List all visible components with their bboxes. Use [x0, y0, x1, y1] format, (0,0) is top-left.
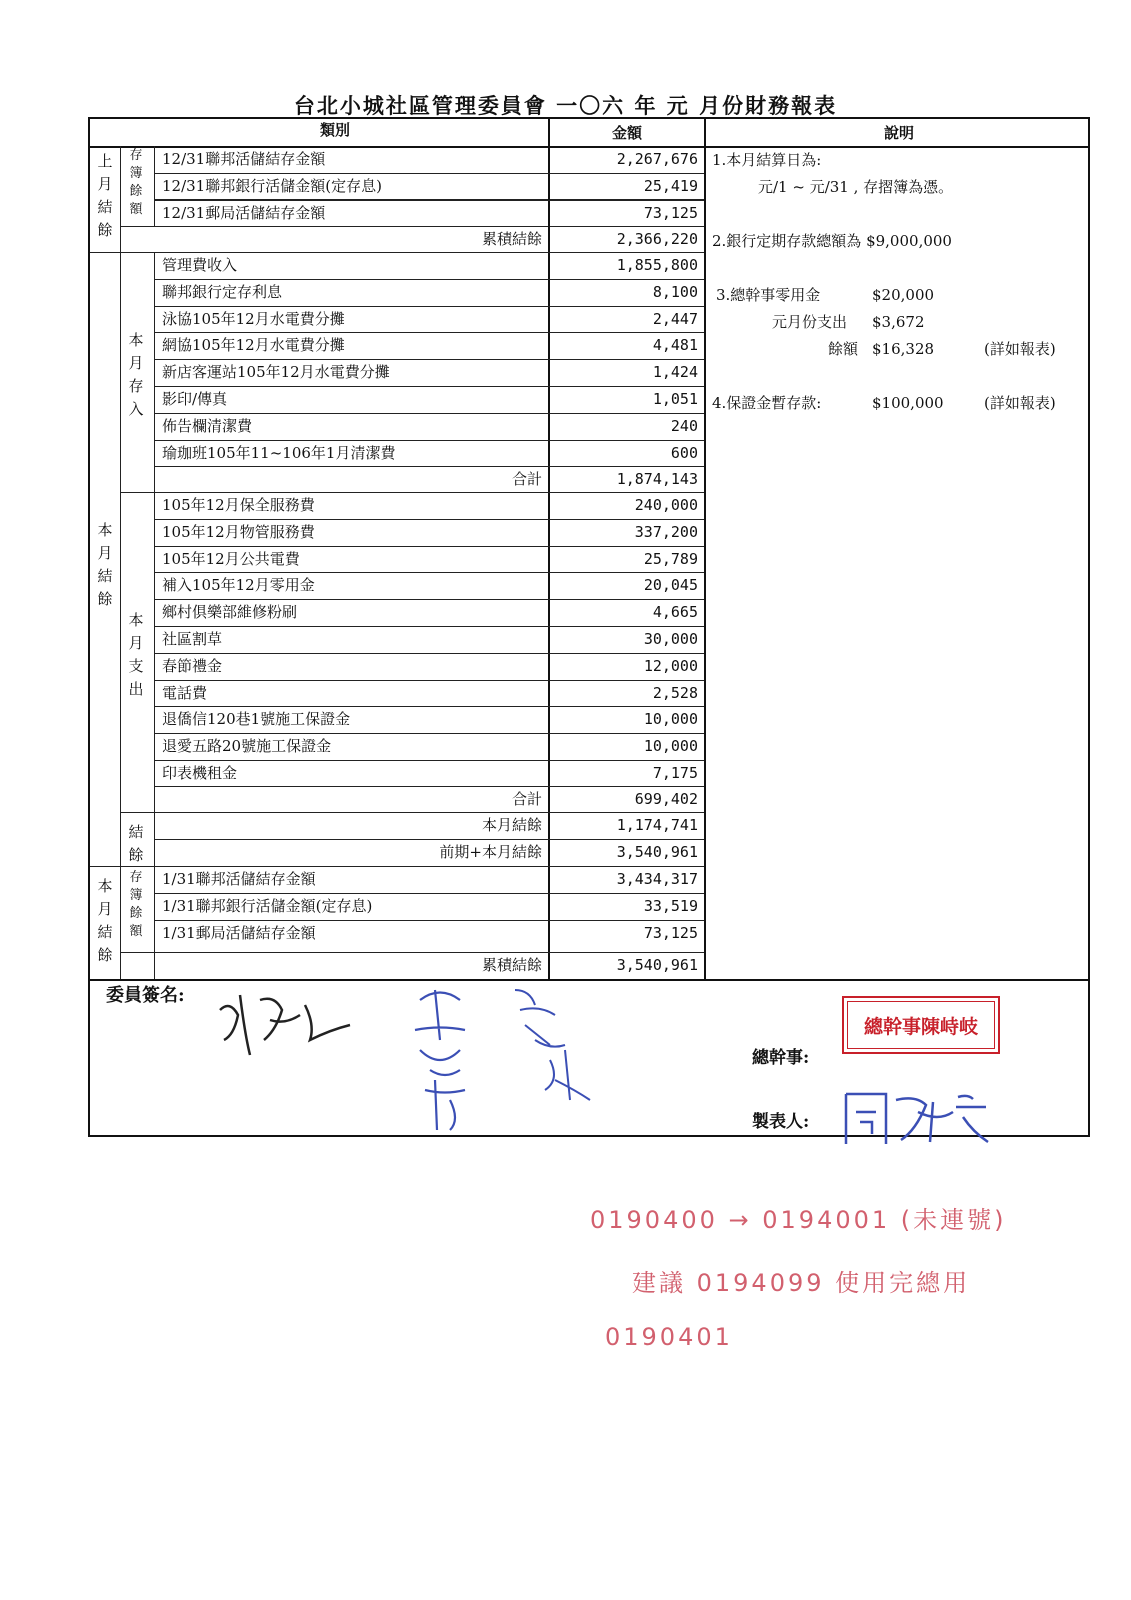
expense_rows-row-amount: 10,000 — [643, 737, 698, 756]
income_rows-row-amount: 1,424 — [652, 363, 698, 382]
income_rows-row-amount: 1,051 — [652, 390, 698, 408]
expense_rows-row-label: 105年12月物管服務費 — [162, 522, 315, 541]
note-3-value: $20,000 — [872, 286, 935, 304]
note-3c-value: $16,328 — [872, 340, 935, 358]
income_rows-row-amount: 240 — [670, 416, 698, 435]
income_rows-row-label: 管理費收入 — [162, 256, 238, 274]
income_rows-row-amount: 8,100 — [652, 282, 698, 301]
header-notes: 說明 — [883, 124, 914, 142]
expense_rows-row-label: 退僑信120巷1號施工保證金 — [162, 710, 351, 729]
side-bankbook: 存簿餘額 — [129, 148, 143, 217]
committee-signature-1 — [210, 980, 370, 1070]
side-expense: 本月支出 — [128, 611, 144, 698]
maker-signature — [838, 1082, 1008, 1152]
end_rows-row-amount: 3,434,317 — [616, 870, 698, 888]
result-row-amount: 3,540,961 — [616, 842, 698, 861]
income_rows-row-label: 影印/傳真 — [162, 390, 228, 408]
expense_rows-row-amount: 25,789 — [643, 549, 698, 568]
note-4-value: $100,000 — [872, 394, 944, 412]
prev_rows-row-amount: 25,419 — [643, 176, 698, 195]
side-end-balance: 本月結餘 — [97, 877, 113, 964]
prev_total-label: 累積結餘 — [481, 230, 542, 248]
header-category: 類別 — [319, 121, 350, 139]
handwritten-note-1: 0190400 → 0194001 (未連號) — [590, 1206, 1007, 1234]
expense_rows-row-label: 鄉村俱樂部維修粉刷 — [162, 603, 298, 622]
expense_rows-row-label: 補入105年12月零用金 — [162, 576, 315, 595]
note-4: 4.保證金暫存款: — [712, 394, 822, 412]
expense_rows-row-amount: 337,200 — [634, 522, 698, 541]
end_total-label: 累積結餘 — [481, 956, 542, 974]
side-income: 本月存入 — [128, 331, 144, 418]
income_rows-row-label: 佈告欄清潔費 — [162, 416, 253, 435]
expense_total-amount: 699,402 — [634, 790, 698, 808]
note-3c: 餘額 — [828, 340, 859, 358]
expense_rows-row-amount: 240,000 — [634, 496, 698, 514]
income_rows-row-amount: 600 — [670, 443, 698, 462]
handwritten-note-2: 建議 0194099 使用完總用 — [632, 1269, 971, 1297]
committee-signature-2 — [405, 980, 485, 1140]
end_rows-row-label: 1/31郵局活儲結存金額 — [162, 923, 316, 942]
end_total-amount: 3,540,961 — [616, 956, 698, 974]
end_rows-row-amount: 33,519 — [643, 896, 698, 915]
gm-seal-stamp: 總幹事陳峙岐 — [842, 996, 1000, 1054]
income_rows-row-label: 聯邦銀行定存利息 — [162, 282, 283, 301]
income_rows-row-label: 泳協105年12月水電費分攤 — [162, 309, 345, 328]
note-3d: (詳如報表) — [984, 340, 1056, 358]
result-row-amount: 1,174,741 — [616, 816, 698, 834]
gm-label: 總幹事: — [752, 1048, 810, 1068]
expense_rows-row-label: 社區割草 — [162, 630, 223, 648]
side-prev-balance: 上月結餘 — [97, 152, 113, 239]
result-row-label: 前期+本月結餘 — [439, 842, 542, 861]
expense_rows-row-label: 105年12月保全服務費 — [162, 496, 315, 514]
expense_rows-row-amount: 4,665 — [652, 603, 698, 622]
income_rows-row-amount: 4,481 — [652, 336, 698, 355]
expense_rows-row-amount: 30,000 — [643, 630, 698, 648]
income_rows-row-label: 瑜珈班105年11~106年1月清潔費 — [162, 443, 396, 462]
expense_rows-row-amount: 10,000 — [643, 710, 698, 729]
prev_rows-row-label: 12/31聯邦銀行活儲金額(定存息) — [162, 176, 382, 195]
income_rows-row-label: 新店客運站105年12月水電費分攤 — [162, 363, 390, 382]
note-1b: 元/1 ~ 元/31 , 存摺簿為憑。 — [758, 178, 954, 196]
expense_rows-row-amount: 2,528 — [652, 683, 698, 702]
note-2: 2.銀行定期存款總額為 $9,000,000 — [712, 232, 952, 250]
side-result: 結餘 — [128, 823, 144, 864]
expense_rows-row-label: 電話費 — [162, 683, 208, 702]
end_rows-row-amount: 73,125 — [643, 923, 698, 942]
prev_rows-row-amount: 73,125 — [643, 203, 698, 222]
expense_rows-row-label: 退愛五路20號施工保證金 — [162, 737, 332, 756]
expense_rows-row-amount: 20,045 — [643, 576, 698, 595]
committee-sign-label: 委員簽名: — [106, 985, 185, 1006]
side-end-bankbook: 存簿餘額 — [129, 870, 143, 939]
prev_rows-row-label: 12/31郵局活儲結存金額 — [162, 203, 326, 222]
note-3b-value: $3,672 — [872, 313, 925, 331]
note-1: 1.本月結算日為: — [712, 151, 822, 169]
income_total-amount: 1,874,143 — [616, 470, 698, 488]
note-3b: 元月份支出 — [772, 313, 848, 331]
expense_rows-row-amount: 7,175 — [652, 764, 698, 782]
maker-label: 製表人: — [752, 1112, 810, 1132]
income_total-label: 合計 — [511, 470, 542, 488]
expense_total-label: 合計 — [511, 790, 542, 808]
prev_total-amount: 2,366,220 — [616, 230, 698, 248]
committee-signature-3 — [505, 980, 595, 1120]
result-row-label: 本月結餘 — [481, 816, 542, 834]
end_rows-row-label: 1/31聯邦銀行活儲金額(定存息) — [162, 896, 373, 915]
income_rows-row-amount: 2,447 — [652, 309, 698, 328]
end_rows-row-label: 1/31聯邦活儲結存金額 — [162, 870, 316, 888]
prev_rows-row-label: 12/31聯邦活儲結存金額 — [162, 150, 326, 168]
expense_rows-row-label: 印表機租金 — [162, 764, 238, 782]
expense_rows-row-label: 春節禮金 — [162, 656, 223, 675]
expense_rows-row-amount: 12,000 — [643, 656, 698, 675]
header-amount: 金額 — [611, 124, 642, 142]
handwritten-note-3: 0190401 — [605, 1323, 733, 1351]
note-4d: (詳如報表) — [984, 394, 1056, 412]
prev_rows-row-amount: 2,267,676 — [616, 150, 698, 168]
income_rows-row-amount: 1,855,800 — [616, 256, 698, 274]
side-month-balance: 本月結餘 — [97, 521, 113, 608]
report-title: 台北小城社區管理委員會 一〇六 年 元 月份財務報表 — [293, 93, 838, 118]
note-3: 3.總幹事零用金 — [716, 286, 821, 304]
expense_rows-row-label: 105年12月公共電費 — [162, 549, 300, 568]
income_rows-row-label: 網協105年12月水電費分攤 — [162, 336, 345, 355]
